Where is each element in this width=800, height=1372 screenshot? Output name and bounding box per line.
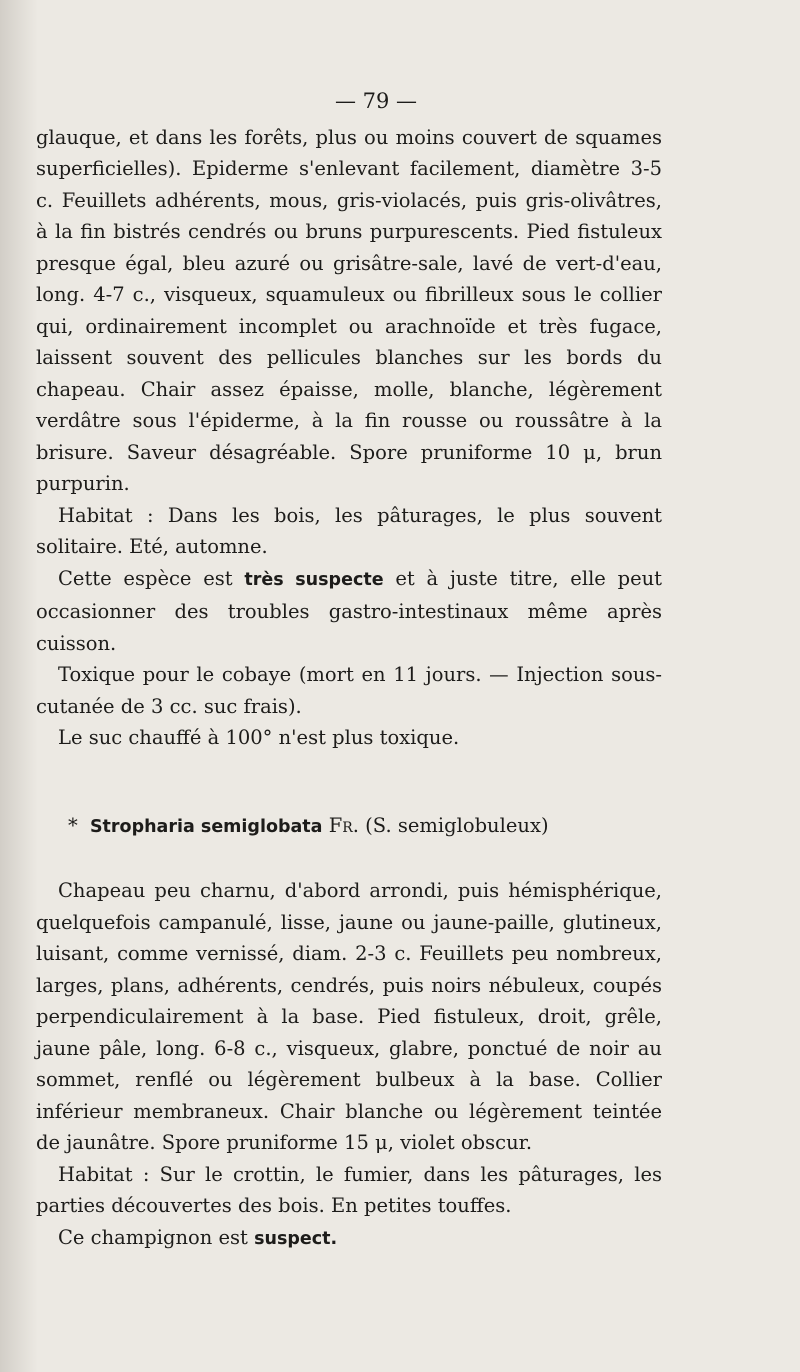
page-edge-shadow <box>0 0 38 1372</box>
toxicity-bold: très suspecte <box>244 569 384 590</box>
habitat-paragraph: Habitat : Dans les bois, les pâturages, le plus souvent solitaire. Eté, automne. <box>36 503 662 558</box>
habitat-paragraph-2: Habitat : Sur le crottin, le fumier, dans les pâturages, les parties découvertes des bois. En petites touffes. <box>36 1162 662 1217</box>
description-paragraph: glauque, et dans les forêts, plus ou moins couvert de squames superficielles). Epiderme s'enlevant facilement, diamètre 3-5 c. Feuillets adhérents, mous, gris-violacés, puis gris-olivâtres, à la fin bistrés cendrés ou bruns purpurescents. Pied fistuleux presque égal, bleu azuré ou grisâtre-sale, lavé de vert-d'eau, long. 4-7 c., visqueux, squamuleux ou fibrilleux sous le collier qui, ordinairement incomplet ou arachnoïde et très fugace, laissent souvent des pellicules blanches sur les bords du chapeau. Chair assez épaisse, molle, blanche, légèrement verdâtre sous l'épiderme, à la fin rousse ou roussâtre à la brisure. Saveur désagréable. Spore pruniforme 10 μ, brun purpurin. <box>36 125 662 495</box>
suspect-bold: suspect. <box>254 1228 338 1249</box>
species-common-name: (S. semiglobuleux) <box>365 813 549 837</box>
toxicity-note: Cette espèce est très suspecte et à juste titre, elle peut occasionner des troubles gastro-intestinaux même après cuisson. <box>36 566 663 655</box>
toxic-test-paragraph: Toxique pour le cobaye (mort en 11 jours. — Injection sous-cutanée de 3 cc. suc frais). <box>36 663 662 718</box>
species-name: Stropharia semiglobata <box>89 816 323 837</box>
species-author: Fr. <box>328 813 359 837</box>
heated-juice-paragraph: Le suc chauffé à 100° n'est plus toxique. <box>58 726 460 749</box>
page-content <box>36 86 662 1255</box>
asterisk-marker: * <box>68 813 78 837</box>
description-paragraph-2: Chapeau peu charnu, d'abord arrondi, puis hémisphérique, quelquefois campanulé, lisse, jaune ou jaune-paille, glutineux, luisant, comme vernissé, diam. 2-3 c. Feuillets peu nombreux, larges, plans, adhérents, cendrés, puis noirs nébuleux, coupés perpendiculairement à la base. Pied fistuleux, droit, grêle, jaune pâle, long. 6-8 c., visqueux, glabre, ponctué de noir au sommet, renflé ou légèrement bulbeux à la base. Collier inférieur membraneux. Chair blanche ou légèrement teintée de jaunâtre. Spore pruniforme 15 μ, violet obscur. <box>36 879 662 1154</box>
suspect-note: Ce champignon est suspect. <box>58 1225 338 1249</box>
species-heading <box>36 810 662 844</box>
page-number: — 79 — <box>334 89 418 113</box>
